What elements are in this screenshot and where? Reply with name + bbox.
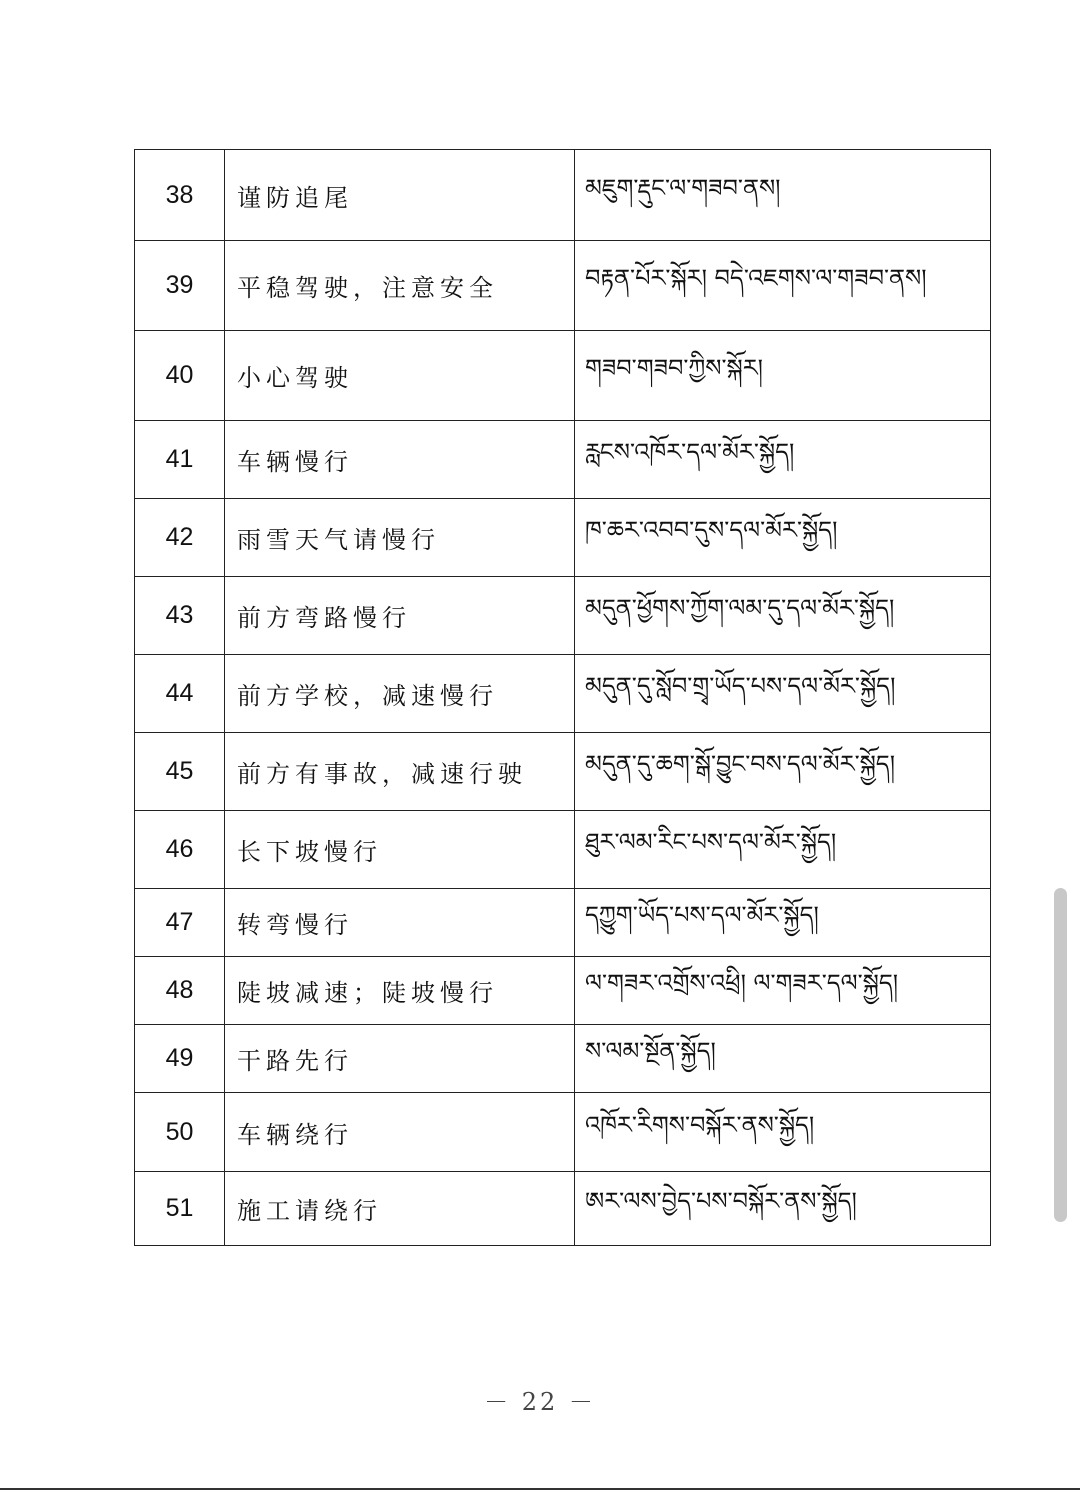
terms-table	[134, 149, 991, 1246]
chinese-phrase: 小心驾驶	[225, 331, 575, 421]
terms-table-body	[135, 150, 991, 1246]
table-row	[135, 811, 991, 889]
row-number: 39	[135, 241, 225, 331]
table-row	[135, 655, 991, 733]
row-number: 50	[135, 1093, 225, 1172]
chinese-phrase: 前方有事故，减速行驶	[225, 733, 575, 811]
bottom-divider	[0, 1488, 1080, 1490]
chinese-phrase: 前方弯路慢行	[225, 577, 575, 655]
tibetan-phrase: བརྟན་པོར་སྐོར། བདེ་འཇགས་ལ་གཟབ་ནས།	[575, 241, 991, 331]
tibetan-phrase: ས་ལམ་སྔོན་སྐྱོད།	[575, 1025, 991, 1093]
table-row	[135, 1025, 991, 1093]
table-row	[135, 241, 991, 331]
tibetan-phrase: མཇུག་རྡུང་ལ་གཟབ་ནས།	[575, 150, 991, 241]
chinese-phrase: 长下坡慢行	[225, 811, 575, 889]
chinese-phrase: 陡坡减速；陡坡慢行	[225, 957, 575, 1025]
tibetan-phrase: དཀྱུག་ཡོད་པས་དལ་མོར་སྐྱོད།	[575, 889, 991, 957]
row-number: 43	[135, 577, 225, 655]
table-row	[135, 331, 991, 421]
tibetan-phrase: ལ་གཟར་འགྲོས་འཕྲི། ལ་གཟར་དལ་སྐྱོད།	[575, 957, 991, 1025]
chinese-phrase: 平稳驾驶，注意安全	[225, 241, 575, 331]
table-row	[135, 421, 991, 499]
tibetan-phrase: འཁོར་རིགས་བསྐོར་ནས་སྐྱོད།	[575, 1093, 991, 1172]
row-number: 47	[135, 889, 225, 957]
row-number: 42	[135, 499, 225, 577]
row-number: 49	[135, 1025, 225, 1093]
row-number: 38	[135, 150, 225, 241]
tibetan-phrase: མདུན་དུ་སློབ་གྲྭ་ཡོད་པས་དལ་མོར་སྐྱོད།	[575, 655, 991, 733]
tibetan-phrase: ཨར་ལས་བྱེད་པས་བསྐོར་ནས་སྐྱོད།	[575, 1172, 991, 1246]
table-row	[135, 957, 991, 1025]
table-row	[135, 733, 991, 811]
page-number: － 22 －	[484, 1388, 596, 1416]
table-row	[135, 577, 991, 655]
row-number: 48	[135, 957, 225, 1025]
row-number: 41	[135, 421, 225, 499]
tibetan-phrase: མདུན་ཕྱོགས་ཀྱོག་ལམ་དུ་དལ་མོར་སྐྱོད།	[575, 577, 991, 655]
row-number: 46	[135, 811, 225, 889]
table-row	[135, 889, 991, 957]
chinese-phrase: 前方学校，减速慢行	[225, 655, 575, 733]
row-number: 45	[135, 733, 225, 811]
vertical-scrollbar[interactable]	[1054, 888, 1067, 1222]
chinese-phrase: 谨防追尾	[225, 150, 575, 241]
row-number: 51	[135, 1172, 225, 1246]
row-number: 40	[135, 331, 225, 421]
tibetan-phrase: གཟབ་གཟབ་ཀྱིས་སྐོར།	[575, 331, 991, 421]
chinese-phrase: 雨雪天气请慢行	[225, 499, 575, 577]
row-number: 44	[135, 655, 225, 733]
chinese-phrase: 施工请绕行	[225, 1172, 575, 1246]
table-row	[135, 150, 991, 241]
tibetan-phrase: རླངས་འཁོར་དལ་མོར་སྐྱོད།	[575, 421, 991, 499]
tibetan-phrase: མདུན་དུ་ཆག་སྒོ་བྱུང་བས་དལ་མོར་སྐྱོད།	[575, 733, 991, 811]
table-row	[135, 1172, 991, 1246]
table-row	[135, 1093, 991, 1172]
chinese-phrase: 车辆慢行	[225, 421, 575, 499]
chinese-phrase: 干路先行	[225, 1025, 575, 1093]
table-row	[135, 499, 991, 577]
chinese-phrase: 转弯慢行	[225, 889, 575, 957]
chinese-phrase: 车辆绕行	[225, 1093, 575, 1172]
tibetan-phrase: ཐུར་ལམ་རིང་པས་དལ་མོར་སྐྱོད།	[575, 811, 991, 889]
tibetan-phrase: ཁ་ཆར་འབབ་དུས་དལ་མོར་སྐྱོད།	[575, 499, 991, 577]
